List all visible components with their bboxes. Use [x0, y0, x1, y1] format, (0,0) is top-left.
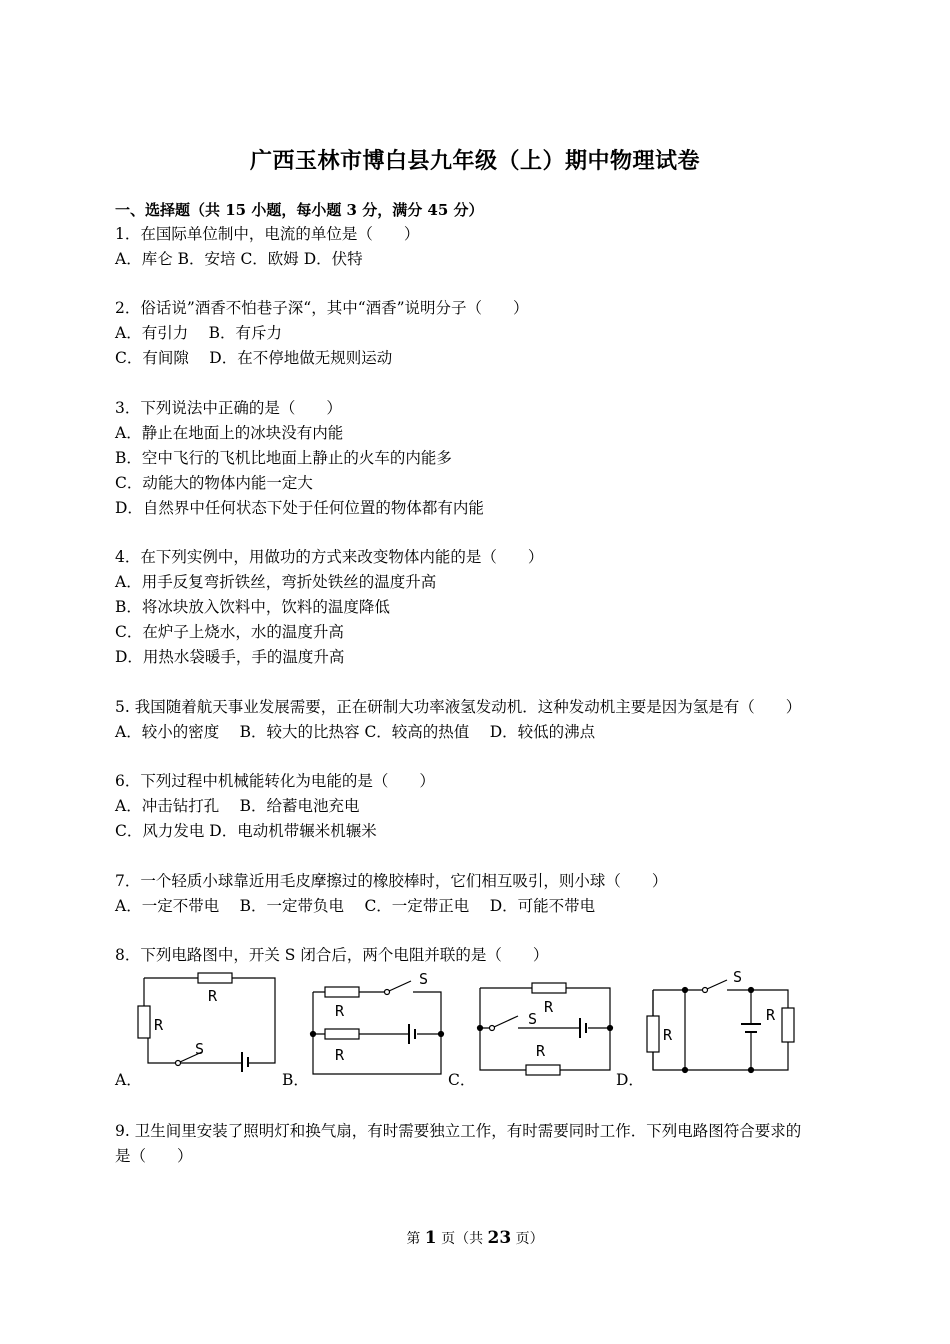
- question-4-option-a: A．用手反复弯折铁丝，弯折处铁丝的温度升高: [115, 573, 437, 591]
- circuit-a-diagram: [130, 968, 280, 1073]
- circuit-c-label: C．: [448, 1071, 476, 1089]
- svg-text:R: R: [335, 1046, 345, 1064]
- svg-text:R: R: [154, 1016, 164, 1034]
- circuit-b-diagram: [305, 968, 450, 1080]
- question-6-stem: 6．下列过程中机械能转化为电能的是（ ）: [115, 772, 435, 790]
- svg-text:R: R: [544, 998, 554, 1016]
- circuit-b-label: B．: [282, 1071, 309, 1089]
- resistor-left: [138, 1006, 150, 1038]
- footer-prefix: 第: [406, 1231, 425, 1247]
- footer-suffix: 页）: [511, 1231, 544, 1247]
- question-2-options-1: A．有引力 B．有斥力: [115, 324, 283, 342]
- svg-text:S: S: [528, 1010, 538, 1028]
- question-2-stem: 2．俗话说”酒香不怕巷子深“，其中“酒香”说明分子（ ）: [115, 299, 529, 317]
- question-2-options-2: C．有间隙 D．在不停地做无规则运动: [115, 349, 393, 367]
- svg-text:R: R: [663, 1026, 673, 1044]
- question-1-stem: 1．在国际单位制中，电流的单位是（ ）: [115, 225, 420, 243]
- question-4-option-c: C．在炉子上烧水，水的温度升高: [115, 623, 344, 641]
- svg-text:R: R: [766, 1006, 776, 1024]
- question-7-stem: 7．一个轻质小球靠近用毛皮摩擦过的橡胶棒时，它们相互吸引，则小球（ ）: [115, 872, 668, 890]
- question-5-options: A．较小的密度 B．较大的比热容 C．较高的热值 D．较低的沸点: [115, 723, 596, 741]
- circuit-a-label: A．: [115, 1071, 142, 1089]
- question-4-option-d: D．用热水袋暖手，手的温度升高: [115, 648, 345, 666]
- question-3-option-b: B．空中飞行的飞机比地面上静止的火车的内能多: [115, 449, 452, 467]
- page-footer: [0, 1228, 950, 1248]
- circuit-d-label: D．: [616, 1071, 644, 1089]
- question-6-options-1: A．冲击钻打孔 B．给蓄电池充电: [115, 797, 360, 815]
- svg-text:S: S: [195, 1040, 205, 1058]
- footer-middle: 页（共: [436, 1231, 488, 1247]
- page-total: 23: [487, 1228, 512, 1248]
- question-4-option-b: B．将冰块放入饮料中，饮料的温度降低: [115, 598, 390, 616]
- resistor-top: [198, 973, 232, 983]
- question-5-stem: 5. 我国随着航天事业发展需要，正在研制大功率液氢发动机．这种发动机主要是因为氢是有（ ）: [115, 698, 802, 716]
- circuit-c-diagram: [472, 968, 617, 1080]
- svg-text:R: R: [536, 1042, 546, 1060]
- question-1-options: A．库仑 B．安培 C．欧姆 D．伏特: [115, 250, 363, 268]
- svg-text:S: S: [419, 970, 429, 988]
- question-8-stem: 8．下列电路图中，开关 S 闭合后，两个电阻并联的是（ ）: [115, 946, 549, 964]
- svg-text:S: S: [733, 968, 743, 986]
- svg-text:R: R: [208, 987, 218, 1005]
- question-3-option-a: A．静止在地面上的冰块没有内能: [115, 424, 344, 442]
- question-7-options: A．一定不带电 B．一定带负电 C．一定带正电 D．可能不带电: [115, 897, 596, 915]
- question-3-stem: 3．下列说法中正确的是（ ）: [115, 399, 342, 417]
- page-title: 广西玉林市博白县九年级（上）期中物理试卷: [249, 148, 700, 174]
- question-9-stem-line-2: 是（ ）: [115, 1147, 193, 1165]
- circuit-d-diagram: [645, 968, 797, 1080]
- section-heading: 一、选择题（共 15 小题，每小题 3 分，满分 45 分）: [115, 201, 484, 219]
- question-3-option-c: C．动能大的物体内能一定大: [115, 474, 313, 492]
- question-4-stem: 4．在下列实例中，用做功的方式来改变物体内能的是（ ）: [115, 548, 544, 566]
- question-9-stem-line-1: 9. 卫生间里安装了照明灯和换气扇，有时需要独立工作，有时需要同时工作．下列电路图符合要求的: [115, 1122, 802, 1140]
- svg-text:R: R: [335, 1002, 345, 1020]
- question-6-options-2: C．风力发电 D．电动机带辗米机辗米: [115, 822, 377, 840]
- page-number: 1: [424, 1228, 437, 1248]
- question-3-option-d: D．自然界中任何状态下处于任何位置的物体都有内能: [115, 499, 484, 517]
